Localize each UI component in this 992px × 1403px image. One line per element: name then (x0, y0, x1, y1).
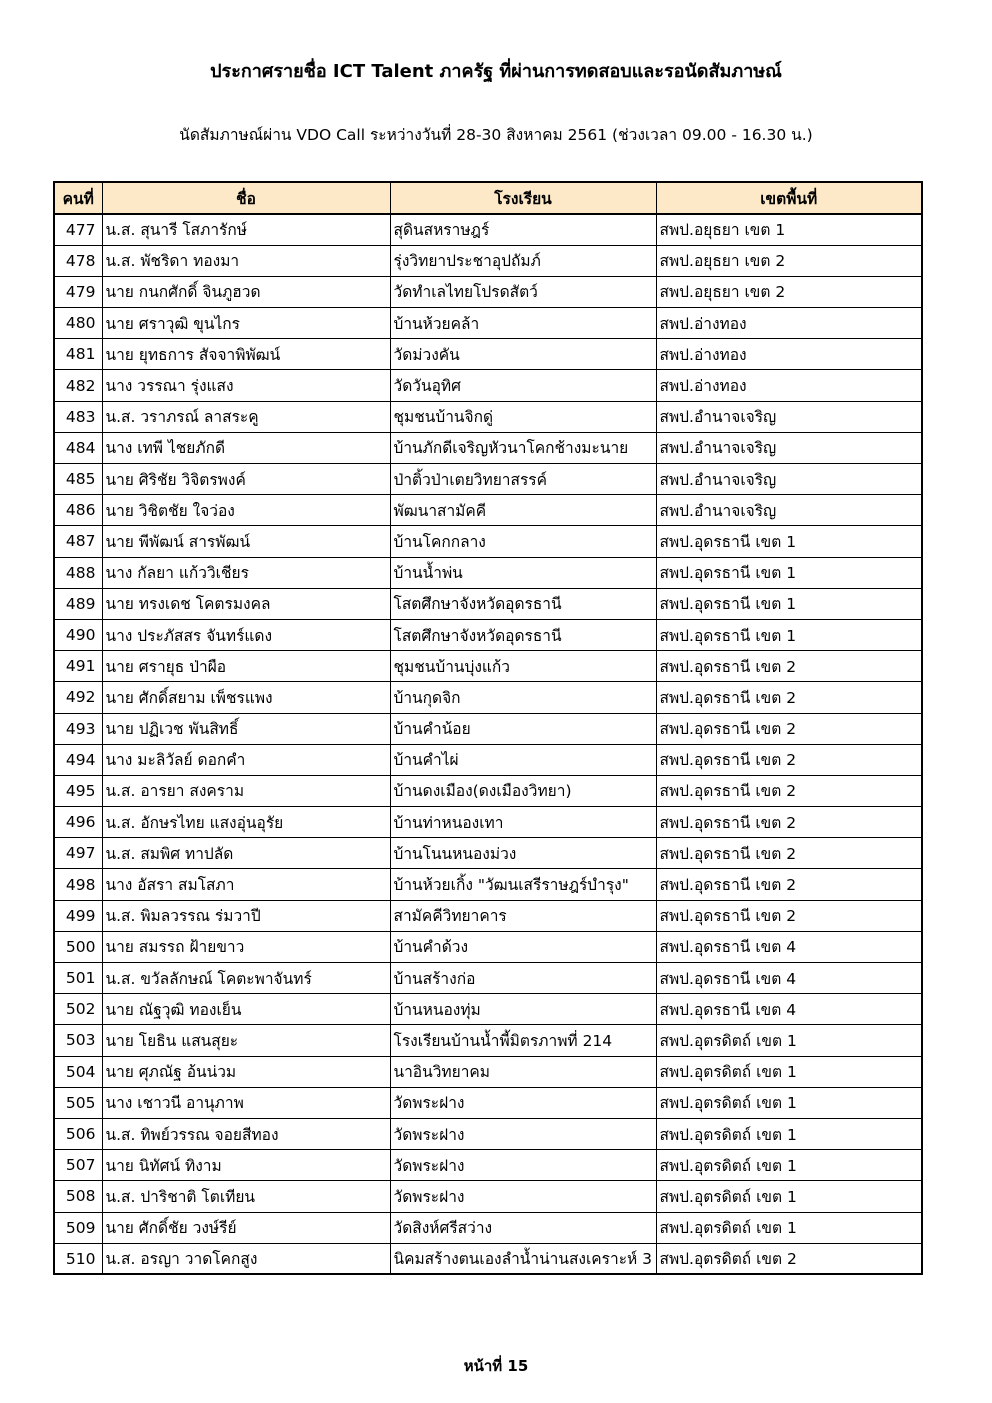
cell-area: สพป.อุดรธานี เขต 4 (656, 931, 922, 962)
cell-area: สพป.อุตรดิตถ์ เขต 1 (656, 1118, 922, 1149)
cell-school: บ้านท่าหนองเทา (390, 807, 656, 838)
cell-school: วัดม่วงคัน (390, 339, 656, 370)
cell-school: วัดวันอุทิศ (390, 370, 656, 401)
table-row (54, 276, 922, 307)
table-row (54, 401, 922, 432)
cell-area: สพป.อุดรธานี เขต 2 (656, 744, 922, 775)
cell-number: 496 (54, 807, 102, 838)
table-row (54, 1056, 922, 1087)
cell-name: นาย ศุภณัฐ อ้นน่วม (102, 1056, 390, 1087)
cell-number: 499 (54, 900, 102, 931)
cell-number: 492 (54, 682, 102, 713)
cell-area: สพป.อำนาจเจริญ (656, 495, 922, 526)
cell-area: สพป.อุดรธานี เขต 1 (656, 526, 922, 557)
cell-number: 490 (54, 619, 102, 650)
cell-name: นาง อัสรา สมโสภา (102, 869, 390, 900)
table-row (54, 432, 922, 463)
cell-area: สพป.อุดรธานี เขต 2 (656, 682, 922, 713)
table-row (54, 1118, 922, 1149)
cell-number: 480 (54, 308, 102, 339)
cell-school: ชุมชนบ้านจิกดู่ (390, 401, 656, 432)
cell-school: โสตศึกษาจังหวัดอุดรธานี (390, 619, 656, 650)
cell-number: 481 (54, 339, 102, 370)
cell-name: นาง มะลิวัลย์ ดอกคำ (102, 744, 390, 775)
cell-number: 482 (54, 370, 102, 401)
cell-name: นาย ศิริชัย วิจิตรพงค์ (102, 464, 390, 495)
cell-name: นาย นิทัศน์ ทิงาม (102, 1150, 390, 1181)
cell-number: 503 (54, 1025, 102, 1056)
cell-area: สพป.อ่างทอง (656, 308, 922, 339)
cell-school: บ้านคำด้วง (390, 931, 656, 962)
cell-school: นิคมสร้างตนเองลำน้ำน่านสงเคราะห์ 3 (390, 1243, 656, 1274)
cell-name: นาย ปฏิเวช พันสิทธิ์ (102, 713, 390, 744)
cell-number: 485 (54, 464, 102, 495)
cell-name: นาย สมรรถ ฝ้ายขาว (102, 931, 390, 962)
cell-area: สพป.อุตรดิตถ์ เขต 1 (656, 1212, 922, 1243)
table-row (54, 588, 922, 619)
cell-area: สพป.อุตรดิตถ์ เขต 1 (656, 1181, 922, 1212)
cell-number: 491 (54, 651, 102, 682)
cell-school: บ้านห้วยเกิ้ง "วัฒนเสรีราษฎร์บำรุง" (390, 869, 656, 900)
cell-school: บ้านโคกกลาง (390, 526, 656, 557)
cell-name: นาย วิชิตชัย ใจว่อง (102, 495, 390, 526)
table-row (54, 339, 922, 370)
cell-area: สพป.อยุธยา เขต 2 (656, 245, 922, 276)
cell-number: 487 (54, 526, 102, 557)
cell-name: น.ส. อารยา สงคราม (102, 775, 390, 806)
cell-area: สพป.อุดรธานี เขต 2 (656, 838, 922, 869)
cell-school: ป่าติ้วป่าเตยวิทยาสรรค์ (390, 464, 656, 495)
table-row (54, 931, 922, 962)
cell-name: น.ส. สุนารี โสภารักษ์ (102, 214, 390, 245)
cell-area: สพป.อยุธยา เขต 1 (656, 214, 922, 245)
header-number: คนที่ (54, 182, 102, 214)
table-header-row (54, 182, 922, 214)
table-row (54, 1181, 922, 1212)
cell-area: สพป.อ่างทอง (656, 339, 922, 370)
cell-number: 507 (54, 1150, 102, 1181)
cell-number: 488 (54, 557, 102, 588)
header-school: โรงเรียน (390, 182, 656, 214)
candidate-table (53, 181, 923, 1275)
cell-school: บ้านห้วยคล้า (390, 308, 656, 339)
cell-number: 500 (54, 931, 102, 962)
cell-number: 505 (54, 1087, 102, 1118)
cell-name: น.ส. สมพิศ ทาปลัด (102, 838, 390, 869)
table-row (54, 308, 922, 339)
cell-area: สพป.อุตรดิตถ์ เขต 1 (656, 1025, 922, 1056)
cell-area: สพป.อุดรธานี เขต 2 (656, 807, 922, 838)
cell-name: นาง วรรณา รุ่งแสง (102, 370, 390, 401)
cell-name: นาย ศักดิ์สยาม เพ็ชรแพง (102, 682, 390, 713)
cell-name: นาย ยุทธการ สัจจาพิพัฒน์ (102, 339, 390, 370)
cell-area: สพป.อยุธยา เขต 2 (656, 276, 922, 307)
cell-school: วัดพระฝาง (390, 1150, 656, 1181)
cell-name: นาง เชาวนี อานุภาพ (102, 1087, 390, 1118)
cell-number: 506 (54, 1118, 102, 1149)
cell-school: บ้านดงเมือง(ดงเมืองวิทยา) (390, 775, 656, 806)
cell-school: สุดินสหราษฎร์ (390, 214, 656, 245)
cell-area: สพป.อุดรธานี เขต 4 (656, 994, 922, 1025)
page-number: หน้าที่ 15 (463, 1357, 529, 1375)
header-area: เขตพื้นที่ (656, 182, 922, 214)
cell-name: นาย ทรงเดช โคตรมงคล (102, 588, 390, 619)
cell-school: บ้านคำน้อย (390, 713, 656, 744)
table-row (54, 1087, 922, 1118)
cell-school: นาอินวิทยาคม (390, 1056, 656, 1087)
table-row (54, 963, 922, 994)
cell-area: สพป.อ่างทอง (656, 370, 922, 401)
table-row (54, 869, 922, 900)
cell-number: 486 (54, 495, 102, 526)
cell-area: สพป.อุดรธานี เขต 2 (656, 775, 922, 806)
table-row (54, 245, 922, 276)
page-subtitle: นัดสัมภาษณ์ผ่าน VDO Call ระหว่างวันที่ 28-30 สิงหาคม 2561 (ช่วงเวลา 09.00 - 16.30 น.) (179, 126, 813, 144)
cell-number: 479 (54, 276, 102, 307)
table-row (54, 682, 922, 713)
table-row (54, 807, 922, 838)
cell-school: วัดพระฝาง (390, 1181, 656, 1212)
table-row (54, 994, 922, 1025)
cell-number: 495 (54, 775, 102, 806)
cell-number: 508 (54, 1181, 102, 1212)
cell-school: บ้านคำไผ่ (390, 744, 656, 775)
cell-school: บ้านหนองทุ่ม (390, 994, 656, 1025)
cell-school: ชุมชนบ้านบุ่งแก้ว (390, 651, 656, 682)
cell-area: สพป.อำนาจเจริญ (656, 432, 922, 463)
table-row (54, 775, 922, 806)
cell-number: 497 (54, 838, 102, 869)
table-row (54, 1025, 922, 1056)
cell-school: วัดทำเลไทยโปรดสัตว์ (390, 276, 656, 307)
table-row (54, 1243, 922, 1274)
cell-school: โสตศึกษาจังหวัดอุดรธานี (390, 588, 656, 619)
cell-name: น.ส. อรญา วาดโคกสูง (102, 1243, 390, 1274)
cell-school: วัดพระฝาง (390, 1087, 656, 1118)
cell-number: 502 (54, 994, 102, 1025)
table-row (54, 370, 922, 401)
cell-school: บ้านโนนหนองม่วง (390, 838, 656, 869)
cell-name: น.ส. ทิพย์วรรณ จอยสีทอง (102, 1118, 390, 1149)
cell-school: บ้านกุดจิก (390, 682, 656, 713)
cell-name: น.ส. พัชริดา ทองมา (102, 245, 390, 276)
cell-name: นาง เทพี ไชยภักดี (102, 432, 390, 463)
cell-name: นาย ศรายุธ ป่าผือ (102, 651, 390, 682)
cell-name: นาง ประภัสสร จันทร์แดง (102, 619, 390, 650)
table-row (54, 557, 922, 588)
cell-number: 493 (54, 713, 102, 744)
cell-number: 477 (54, 214, 102, 245)
cell-school: วัดพระฝาง (390, 1118, 656, 1149)
cell-number: 484 (54, 432, 102, 463)
cell-name: น.ส. อักษรไทย แสงอุ่นอุรัย (102, 807, 390, 838)
cell-number: 478 (54, 245, 102, 276)
cell-school: พัฒนาสามัคคี (390, 495, 656, 526)
cell-name: น.ส. ปาริชาติ โตเทียน (102, 1181, 390, 1212)
cell-number: 501 (54, 963, 102, 994)
cell-area: สพป.อุตรดิตถ์ เขต 1 (656, 1056, 922, 1087)
cell-area: สพป.อำนาจเจริญ (656, 401, 922, 432)
table-row (54, 900, 922, 931)
cell-name: นาย โยธิน แสนสุยะ (102, 1025, 390, 1056)
cell-name: นาย กนกศักดิ์ จินภูฮวด (102, 276, 390, 307)
header-name: ชื่อ (102, 182, 390, 214)
cell-name: นาย ศราวุฒิ ขุนไกร (102, 308, 390, 339)
table-row (54, 464, 922, 495)
cell-number: 509 (54, 1212, 102, 1243)
cell-name: น.ส. ขวัลลักษณ์ โคตะพาจันทร์ (102, 963, 390, 994)
cell-school: สามัคคีวิทยาคาร (390, 900, 656, 931)
cell-area: สพป.อุตรดิตถ์ เขต 1 (656, 1087, 922, 1118)
cell-area: สพป.อุตรดิตถ์ เขต 1 (656, 1150, 922, 1181)
cell-number: 498 (54, 869, 102, 900)
table-row (54, 713, 922, 744)
cell-area: สพป.อุดรธานี เขต 2 (656, 900, 922, 931)
cell-area: สพป.อุตรดิตถ์ เขต 2 (656, 1243, 922, 1274)
cell-number: 510 (54, 1243, 102, 1274)
table-row (54, 744, 922, 775)
cell-number: 483 (54, 401, 102, 432)
cell-school: โรงเรียนบ้านน้ำพี้มิตรภาพที่ 214 (390, 1025, 656, 1056)
cell-school: บ้านภักดีเจริญหัวนาโคกช้างมะนาย (390, 432, 656, 463)
cell-area: สพป.อุดรธานี เขต 1 (656, 588, 922, 619)
cell-area: สพป.อุดรธานี เขต 2 (656, 869, 922, 900)
cell-name: นาย ศักดิ์ชัย วงษ์รีย์ (102, 1212, 390, 1243)
cell-area: สพป.อุดรธานี เขต 1 (656, 619, 922, 650)
cell-area: สพป.อุดรธานี เขต 2 (656, 713, 922, 744)
table-row (54, 619, 922, 650)
cell-name: นาง กัลยา แก้ววิเชียร (102, 557, 390, 588)
table-row (54, 526, 922, 557)
cell-area: สพป.อุดรธานี เขต 4 (656, 963, 922, 994)
cell-area: สพป.อำนาจเจริญ (656, 464, 922, 495)
cell-name: นาย ณัฐวุฒิ ทองเย็น (102, 994, 390, 1025)
cell-area: สพป.อุดรธานี เขต 2 (656, 651, 922, 682)
cell-name: น.ส. พิมลวรรณ ร่มวาปี (102, 900, 390, 931)
cell-number: 494 (54, 744, 102, 775)
page-title: ประกาศรายชื่อ ICT Talent ภาครัฐ ที่ผ่านการทดสอบและรอนัดสัมภาษณ์ (210, 61, 782, 82)
table-row (54, 1212, 922, 1243)
cell-school: รุ่งวิทยาประชาอุปถัมภ์ (390, 245, 656, 276)
cell-school: วัดสิงห์ศรีสว่าง (390, 1212, 656, 1243)
table-row (54, 495, 922, 526)
cell-number: 489 (54, 588, 102, 619)
table-row (54, 651, 922, 682)
cell-name: นาย พีพัฒน์ สารพัฒน์ (102, 526, 390, 557)
cell-school: บ้านสร้างก่อ (390, 963, 656, 994)
table-row (54, 1150, 922, 1181)
cell-area: สพป.อุดรธานี เขต 1 (656, 557, 922, 588)
cell-school: บ้านน้ำพ่น (390, 557, 656, 588)
table-row (54, 838, 922, 869)
cell-name: น.ส. วราภรณ์ ลาสระคู (102, 401, 390, 432)
table-row (54, 214, 922, 245)
cell-number: 504 (54, 1056, 102, 1087)
